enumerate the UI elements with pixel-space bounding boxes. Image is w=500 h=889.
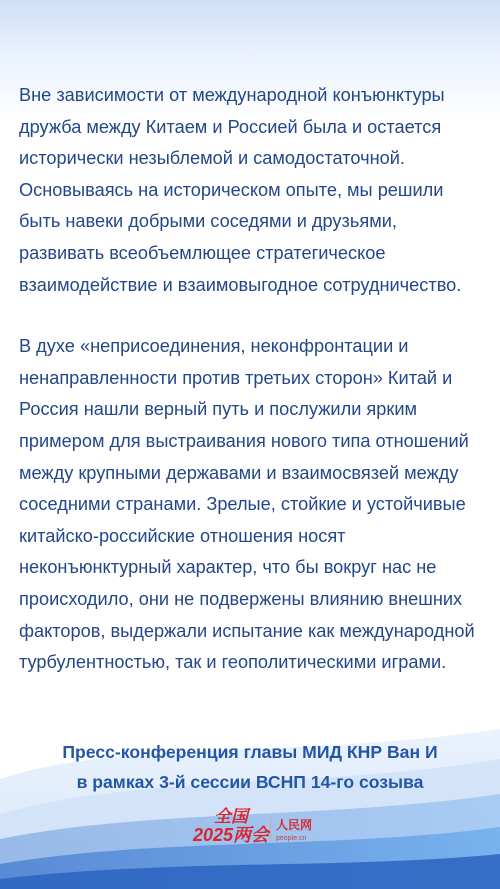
two-sessions-logo (193, 807, 269, 845)
footer-logo (0, 805, 500, 855)
paragraph-2-line: китайско-российские отношения носят (19, 525, 346, 546)
people-daily-domain: people.cn (276, 835, 307, 842)
paragraph-2-line: В духе «неприсоединения, неконфронтации и (19, 336, 409, 357)
paragraph-1-line: дружба между Китаем и Россией была и остается (19, 116, 442, 137)
paragraph-1-line: быть навеки добрыми соседями и друзьями, (19, 211, 397, 232)
paragraph-1-line: Основываясь на историческом опыте, мы решили (19, 179, 444, 200)
paragraph-2-line: соседними странами. Зрелые, стойкие и устойчивые (19, 494, 466, 515)
logo-divider (270, 817, 271, 841)
paragraph-2-line: турбулентностью, так и геополитическими играми. (19, 652, 447, 673)
paragraph-1-line: развивать всеобъемлющее стратегическое (19, 242, 386, 263)
logo-line-2: 2025两会 (193, 825, 270, 845)
paragraph-1-line: взаимодействие и взаимовыгодное сотрудничество. (19, 274, 462, 295)
paragraph-2 (19, 331, 481, 679)
paragraph-2-line: неконъюнктурный характер, что бы вокруг нас не (19, 557, 437, 578)
paragraph-1-line: исторически незыблемой и самодостаточной. (19, 148, 405, 169)
paragraph-2-line: факторов, выдержали испытание как международной (19, 620, 475, 641)
source-caption (0, 737, 500, 797)
paragraph-1 (19, 80, 481, 301)
paragraph-2-line: примером для выстраивания нового типа отношений (19, 430, 469, 451)
source-line-2: в рамках 3-й сессии ВСНП 14-го созыва (76, 772, 424, 792)
people-daily-logo (276, 819, 312, 845)
paragraph-2-line: между крупными державами и взаимосвязей между (19, 462, 459, 483)
logo-line-1: 全国 (214, 807, 249, 826)
source-line-1: Пресс-конференция главы МИД КНР Ван И (62, 742, 438, 762)
people-daily-brand: 人民网 (276, 818, 313, 832)
paragraph-2-line: ненаправленности против третьих сторон» Китай и (19, 367, 453, 388)
paragraph-2-line: происходило, они не подвержены влиянию внешних (19, 588, 463, 609)
paragraph-2-line: Россия нашли верный путь и послужили ярким (19, 399, 418, 420)
quote-text (19, 80, 481, 679)
paragraph-1-line: Вне зависимости от международной конъюнктуры (19, 85, 445, 105)
